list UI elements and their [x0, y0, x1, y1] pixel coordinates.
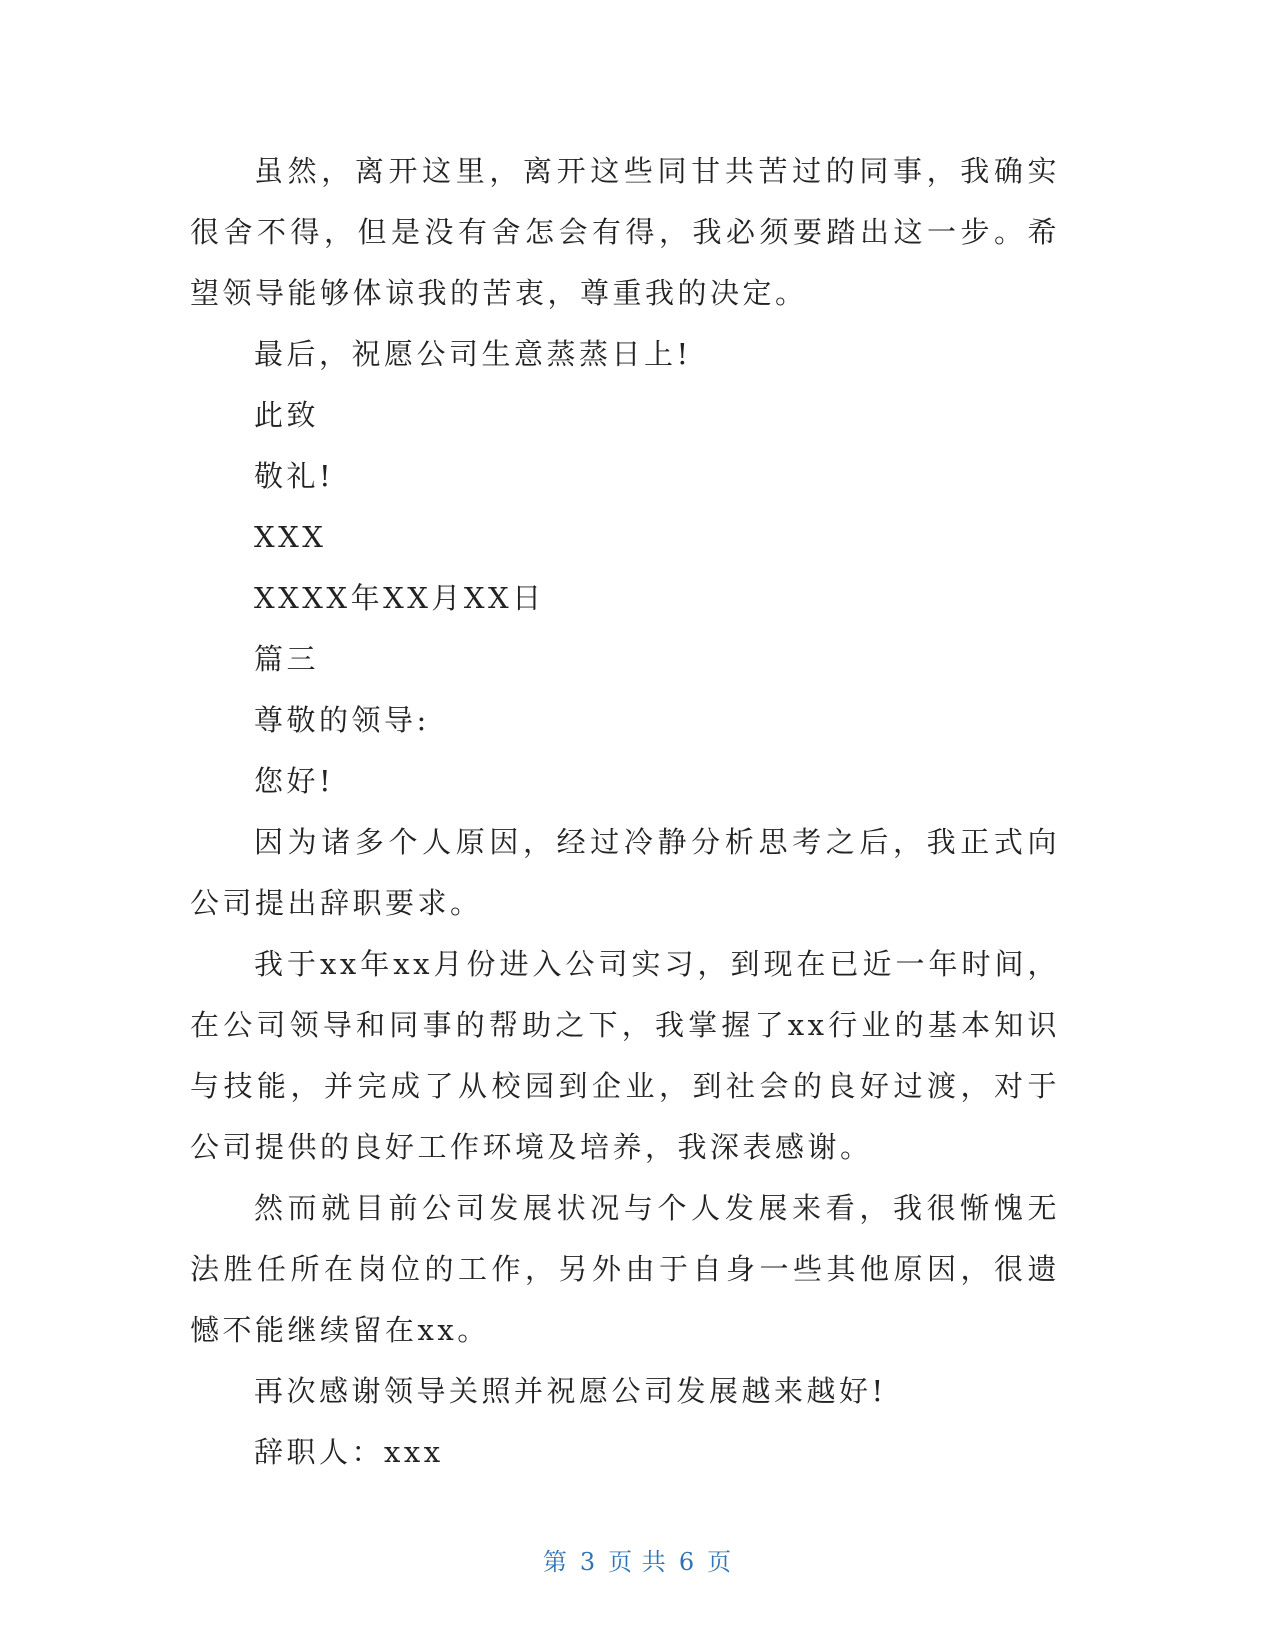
footer-total-pages: 6 — [678, 1548, 696, 1576]
section-heading: 篇三 — [254, 642, 320, 676]
signature-date: XXXX年XX月XX日 — [254, 581, 545, 615]
signature-name: XXX — [254, 520, 327, 554]
paragraph-farewell: 虽然，离开这里，离开这些同甘共苦过的同事，我确实很舍不得，但是没有舍怎会有得，我必须要踏出这一步。希望领导能够体谅我的苦衷，尊重我的决定。 — [190, 154, 1060, 310]
footer-prefix: 第 — [542, 1548, 568, 1576]
footer-suffix: 页 — [707, 1548, 733, 1576]
closing-cizhi: 此致 — [254, 398, 320, 432]
closing-jingli: 敬礼! — [254, 459, 335, 493]
resigner-signature: 辞职人：xxx — [254, 1435, 444, 1469]
paragraph-reason: 然而就目前公司发展状况与个人发展来看，我很惭愧无法胜任所在岗位的工作，另外由于自身一些其他原因，很遗憾不能继续留在xx。 — [190, 1191, 1060, 1347]
paragraph-wishes: 最后，祝愿公司生意蒸蒸日上! — [254, 337, 692, 371]
footer-middle: 页 共 — [608, 1548, 667, 1576]
salutation: 尊敬的领导: — [254, 703, 430, 737]
greeting: 您好! — [254, 764, 335, 798]
paragraph-thanks: 再次感谢领导关照并祝愿公司发展越来越好! — [254, 1374, 887, 1408]
page-footer — [0, 1542, 1275, 1577]
paragraph-experience: 我于xx年xx月份进入公司实习，到现在已近一年时间，在公司领导和同事的帮助之下，我掌握了xx行业的基本知识与技能，并完成了从校园到企业，到社会的良好过渡，对于公司提供的良好工作环境及培养，我深表感谢。 — [190, 947, 1060, 1164]
document-body — [190, 141, 1060, 1483]
footer-current-page: 3 — [579, 1548, 597, 1576]
paragraph-resignation-request: 因为诸多个人原因，经过冷静分析思考之后，我正式向公司提出辞职要求。 — [190, 825, 1060, 920]
